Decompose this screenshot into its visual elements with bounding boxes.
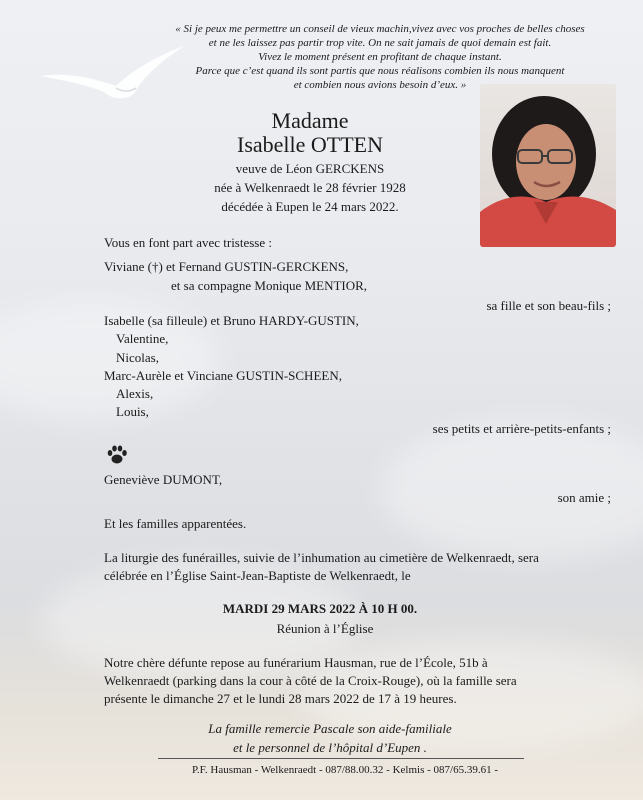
funerarium-line: présente le dimanche 27 et le lundi 28 mars 2022 de 17 à 19 heures. [104, 691, 457, 706]
relation-label: sa fille et son beau-fils ; [486, 298, 611, 313]
portrait-photo [480, 84, 616, 247]
announcement-intro: Vous en font part avec tristesse : [104, 235, 272, 250]
paw-print-icon [106, 444, 128, 466]
thanks-line: La famille remercie Pascale son aide-familiale [208, 721, 452, 736]
friend-line: Geneviève DUMONT, [104, 472, 223, 487]
ceremony-line: célébrée en l’Église Saint-Jean-Baptiste de Welkenraedt, le [104, 568, 411, 583]
ceremony-meeting: Réunion à l’Église [276, 621, 374, 636]
deceased-title: Madame [271, 108, 349, 133]
funerarium-line: Welkenraedt (parking dans la cour à côté de la Croix-Rouge), où la famille sera [104, 673, 517, 688]
family-line: Louis, [116, 404, 149, 419]
family-line: Marc-Aurèle et Vinciane GUSTIN-SCHEEN, [104, 368, 342, 383]
quote-line-3: Vivez le moment présent en profitant de chaque instant. [258, 51, 502, 63]
family-line: et sa compagne Monique MENTIOR, [171, 278, 368, 293]
quote-line-5: et combien nous avions besoin d’eux. » [293, 79, 467, 91]
thanks-line: et le personnel de l’hôpital d’Eupen . [233, 740, 427, 755]
quote-line-2: et ne les laissez pas partir trop vite. On ne sait jamais de quoi demain est fait. [208, 37, 552, 49]
families-line: Et les familles apparentées. [104, 516, 247, 531]
quote-line-4: Parce que c’est quand ils sont partis que nous réalisons combien ils nous manquent [195, 65, 565, 77]
family-line: Viviane (†) et Fernand GUSTIN-GERCKENS, [104, 259, 349, 274]
family-line: Nicolas, [116, 350, 159, 365]
relation-label: son amie ; [557, 490, 611, 505]
ceremony-date: MARDI 29 MARS 2022 À 10 H 00. [222, 601, 418, 616]
deceased-name: Isabelle OTTEN [237, 132, 383, 157]
family-line: Valentine, [116, 331, 169, 346]
family-line: Alexis, [116, 386, 154, 401]
relation-label: ses petits et arrière-petits-enfants ; [432, 421, 611, 436]
footer-contact: P.F. Hausman - Welkenraedt - 087/88.00.32 - Kelmis - 087/65.39.61 - [192, 764, 498, 776]
deceased-born: née à Welkenraedt le 28 février 1928 [214, 180, 406, 195]
funerarium-line: Notre chère défunte repose au funérarium Hausman, rue de l’École, 51b à [104, 655, 488, 670]
footer-divider [158, 758, 524, 759]
ceremony-line: La liturgie des funérailles, suivie de l’inhumation au cimetière de Welkenraedt, sera [104, 550, 539, 565]
deceased-died: décédée à Eupen le 24 mars 2022. [221, 199, 399, 214]
deceased-widow: veuve de Léon GERCKENS [235, 161, 385, 176]
family-line: Isabelle (sa filleule) et Bruno HARDY-GUSTIN, [104, 313, 359, 328]
quote-line-1: « Si je peux me permettre un conseil de vieux machin,vivez avec vos proches de belles choses [175, 23, 585, 35]
